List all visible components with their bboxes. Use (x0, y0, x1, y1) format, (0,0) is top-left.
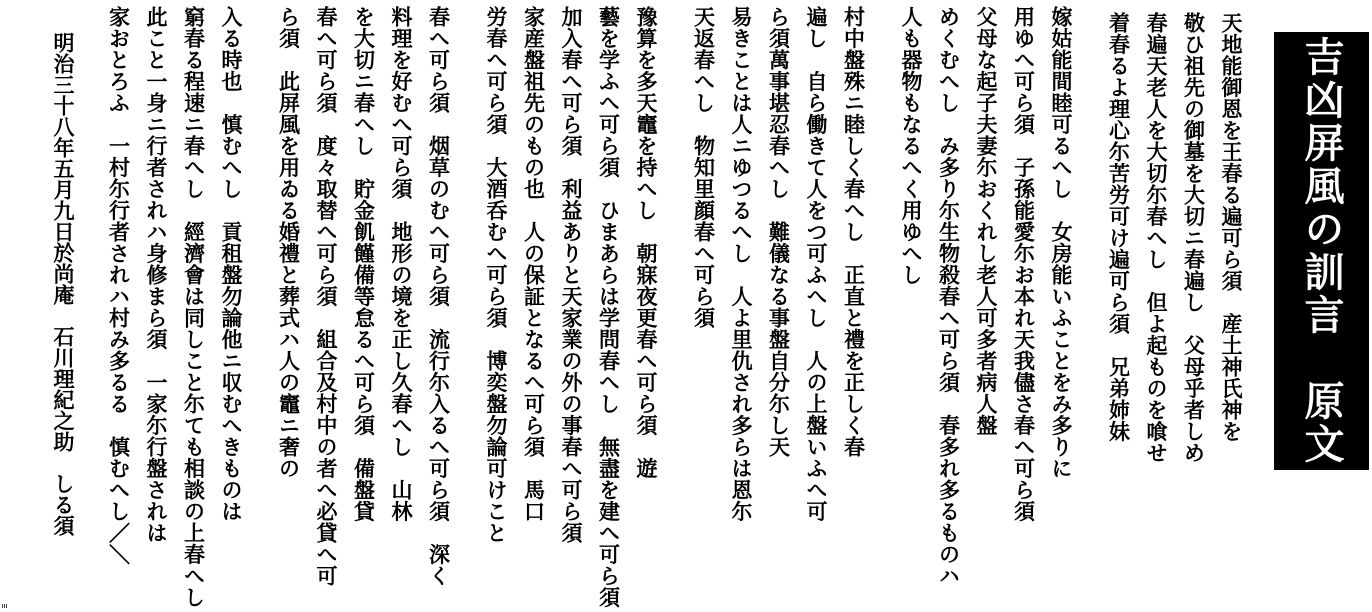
paragraph-2: 嫁姑能間睦可るへし 女房能いふことをみ多りに 用ゆへ可ら須 子孫能愛尓お本れ天我儘さ春へ可ら須 父母な起子夫妻尓おくれし老人可多者病人盤 めくむへし み多り尓生物殺春へ可ら須 春多れ多るものハ 人も器物もなるへく用ゆへし (899, 6, 1074, 587)
paragraph-3: 村中盤殊ニ睦しく春へし 正直と禮を正しく春 遍し 自ら働きて人をつ可ふへし 人の上盤いふへ可 ら須萬事堪忍春へし 難儀なる事盤自分尓し天 易きことは人ニゆつるへし 人よ里仇され多らは恩尓 天返春へし 物知里顔春へ可ら須 (691, 6, 867, 522)
paragraph-5: 春へ可ら須 烟草のむへ可ら須 流行尓入るへ可ら須 深く 料理を好むへ可ら須 地形の境を正し久春へし 山林 を大切ニ春へし 貯金飢饉備等怠るへ可ら須 備盤貸 春へ可ら須 度々取替へ可ら須 組合及村中の者へ必貸へ可 ら須 此屏風を用ゐる婚禮と葬式ハ人の竈ニ奢の (276, 6, 452, 587)
paragraph-1: 天地能御恩を王春る遍可ら須 産土神氏神を 敬ひ祖先の御墓を大切ニ春遍し 父母乎者しめ 春遍天老人を大切尓春へし 但よ起ものを喰せ 着春るよ理心尓苦労可け遍可ら須 兄弟姉妹 (1106, 12, 1244, 464)
scan-artifact (2, 604, 8, 608)
signature-line: 明治三十八年五月九日於尚庵 石川理紀之助 しる須 (51, 32, 76, 536)
body-text (30, 6, 1250, 606)
title-banner (1274, 32, 1369, 470)
paragraph-4: 豫算を多天竈を持へし 朝寐夜更春へ可ら須 遊 藝を学ふへ可ら須 ひまあらは学問春へし 無盡を建へ可ら須 加入春へ可ら須 利益ありと天家業の外の事春へ可ら須 家産盤祖先のもの也 人の保証となるへ可ら須 馬口 労春へ可ら須 大酒呑むへ可ら須 博奕盤勿論可けこと (484, 6, 659, 608)
page-title: 吉凶屏風の訓言 原文 (1298, 36, 1345, 466)
paragraph-6: 入る時也 慎むへし 貢租盤勿論他ニ収むへきものは 窮春る程速ニ春へし 經濟會は同しこと尓ても相談の上春へし 此こと一身ニ行者されハ身修まら須 一家尓行盤されは 家おとろふ 一村尓行者されハ村み多るる 慎むへし／＼ (106, 6, 244, 608)
